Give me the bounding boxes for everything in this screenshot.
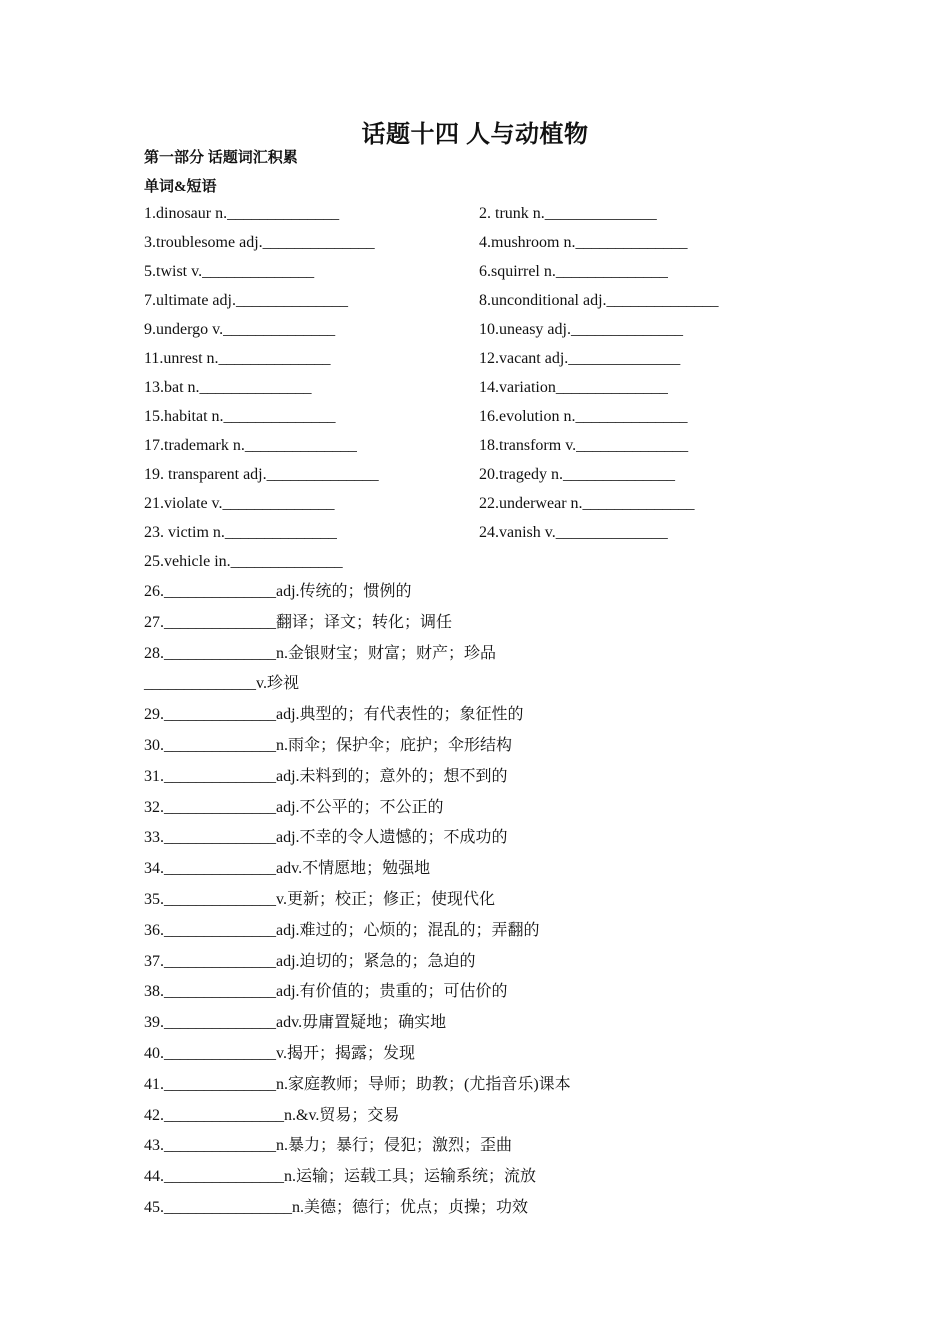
definition-item: 26.______________adj.传统的；惯例的 [144, 583, 412, 600]
vocab-row [144, 230, 844, 259]
definition-item: 44._______________n.运输；运载工具；运输系统；流放 [144, 1168, 537, 1186]
vocab-item: 1.dinosaur n.______________ [144, 205, 340, 222]
definition-item: 27.______________翻译；译文；转化；调任 [144, 613, 453, 631]
definition-item: 39.______________adv.毋庸置疑地；确实地 [144, 1014, 447, 1032]
vocab-item: 16.evolution n.______________ [479, 408, 688, 425]
definition-item: 41.______________n.家庭教师；导师；助教；(尤指音乐)课本 [144, 1075, 571, 1093]
definition-item: 28.______________n.金银财宝；财富；财产；珍品 [144, 644, 497, 662]
definition-item: 43.______________n.暴力；暴行；侵犯；激烈；歪曲 [144, 1137, 513, 1155]
vocab-item: 24.vanish v.______________ [479, 524, 668, 541]
vocab-item: 22.underwear n.______________ [479, 495, 695, 512]
vocab-item: 20.tragedy n.______________ [479, 466, 675, 483]
vocab-item: 4.mushroom n.______________ [479, 234, 688, 251]
vocab-item: 18.transform v.______________ [479, 437, 689, 454]
definition-item: 45.________________n.美德；德行；优点；贞操；功效 [144, 1198, 529, 1216]
vocab-item: 2. trunk n.______________ [479, 205, 657, 222]
vocab-item: 17.trademark n.______________ [144, 437, 357, 454]
vocab-item: 14.variation______________ [479, 379, 668, 396]
vocab-item: 5.twist v.______________ [144, 263, 315, 280]
definition-item: 34.______________adv.不情愿地；勉强地 [144, 860, 431, 878]
vocab-row [144, 201, 844, 230]
vocab-item: 3.troublesome adj.______________ [144, 234, 375, 251]
vocab-item: 15.habitat n.______________ [144, 408, 336, 425]
vocab-item: 8.unconditional adj.______________ [479, 292, 719, 309]
part-heading: 第一部分 话题词汇积累 [144, 150, 298, 166]
vocab-row [144, 462, 844, 491]
definition-item: ______________v.珍视 [144, 675, 299, 693]
definition-item: 36.______________adj.难过的；心烦的；混乱的；弄翻的 [144, 921, 540, 939]
vocab-row [144, 375, 844, 404]
paired-vocabulary-list [144, 201, 844, 578]
vocab-item: 6.squirrel n.______________ [479, 263, 668, 280]
definition-list [144, 578, 844, 1225]
definition-item: 37.______________adj.迫切的；紧急的；急迫的 [144, 952, 476, 970]
definition-item: 33.______________adj.不幸的令人遗憾的；不成功的 [144, 829, 508, 847]
vocab-item: 7.ultimate adj.______________ [144, 292, 348, 309]
definition-item: 32.______________adj.不公平的；不公正的 [144, 798, 444, 816]
definition-item: 42._______________n.&v.贸易；交易 [144, 1106, 400, 1124]
definition-item: 35.______________v.更新；校正；修正；使现代化 [144, 890, 495, 908]
vocab-row [144, 549, 844, 578]
vocab-item: 12.vacant adj.______________ [479, 350, 681, 367]
vocab-row [144, 520, 844, 549]
vocab-row [144, 259, 844, 288]
sub-heading: 单词&短语 [144, 179, 217, 195]
vocab-item: 10.uneasy adj.______________ [479, 321, 683, 338]
vocab-row [144, 404, 844, 433]
definition-item: 29.______________adj.典型的；有代表性的；象征性的 [144, 706, 524, 724]
vocab-item: 11.unrest n.______________ [144, 350, 331, 367]
vocab-row [144, 433, 844, 462]
page-title: 话题十四 人与动植物 [361, 122, 589, 148]
vocab-row [144, 491, 844, 520]
vocab-item: 25.vehicle in.______________ [144, 553, 343, 570]
definition-item: 30.______________n.雨伞；保护伞；庇护；伞形结构 [144, 736, 513, 754]
definition-item: 40.______________v.揭开；揭露；发现 [144, 1044, 415, 1062]
vocab-row [144, 288, 844, 317]
vocab-row [144, 317, 844, 346]
vocab-item: 9.undergo v.______________ [144, 321, 336, 338]
definition-item: 38.______________adj.有价值的；贵重的；可估价的 [144, 983, 508, 1001]
vocab-item: 21.violate v.______________ [144, 495, 335, 512]
definition-item: 31.______________adj.未料到的；意外的；想不到的 [144, 767, 508, 785]
vocab-item: 19. transparent adj.______________ [144, 466, 379, 483]
vocab-row [144, 346, 844, 375]
vocab-item: 13.bat n.______________ [144, 379, 312, 396]
vocab-item: 23. victim n.______________ [144, 524, 337, 541]
